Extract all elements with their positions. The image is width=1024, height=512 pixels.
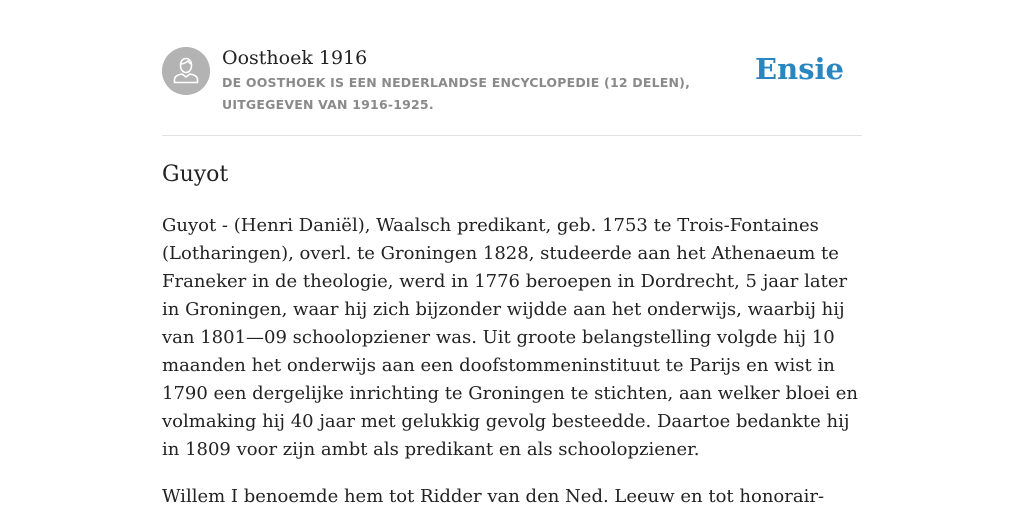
source-name[interactable]: Oosthoek 1916 (222, 47, 368, 69)
article-paragraph: Guyot - (Henri Daniël), Waalsch predikant, geb. 1753 te Trois-Fontaines (Lotharingen), overl. te Groningen 1828, studeerde aan het Athenaeum te Franeker in de theologie, werd in 1776 beroepen in Dordrecht, 5 jaar later in Groningen, waar hij zich bijzonder wijdde aan het onderwijs, waarbij hij van 1801—09 schoolopziener was. Uit groote belangstelling volgde hij 10 maanden het onderwijs aan een doofstommeninstituut te Parijs en wist in 1790 een dergelijke inrichting te Groningen te stichten, aan welker bloei en volmaking hij 40 jaar met gelukkig gevolg besteedde. Daartoe bedankte hij in 1809 voor zijn ambt als predikant en als schoolopziener. (162, 215, 858, 460)
brand-logo[interactable]: Ensie (755, 52, 844, 86)
user-icon[interactable] (162, 47, 210, 95)
article-paragraph: Willem I benoemde hem tot Ridder van den Ned. Leeuw en tot honorair- (162, 486, 825, 507)
source-description: DE OOSTHOEK IS EEN NEDERLANDSE ENCYCLOPEDIE (12 DELEN), UITGEGEVEN VAN 1916-1925. (222, 75, 691, 112)
article-body (162, 212, 862, 512)
article-title: Guyot (162, 162, 229, 187)
source-header (162, 46, 862, 136)
header-divider (162, 135, 862, 136)
